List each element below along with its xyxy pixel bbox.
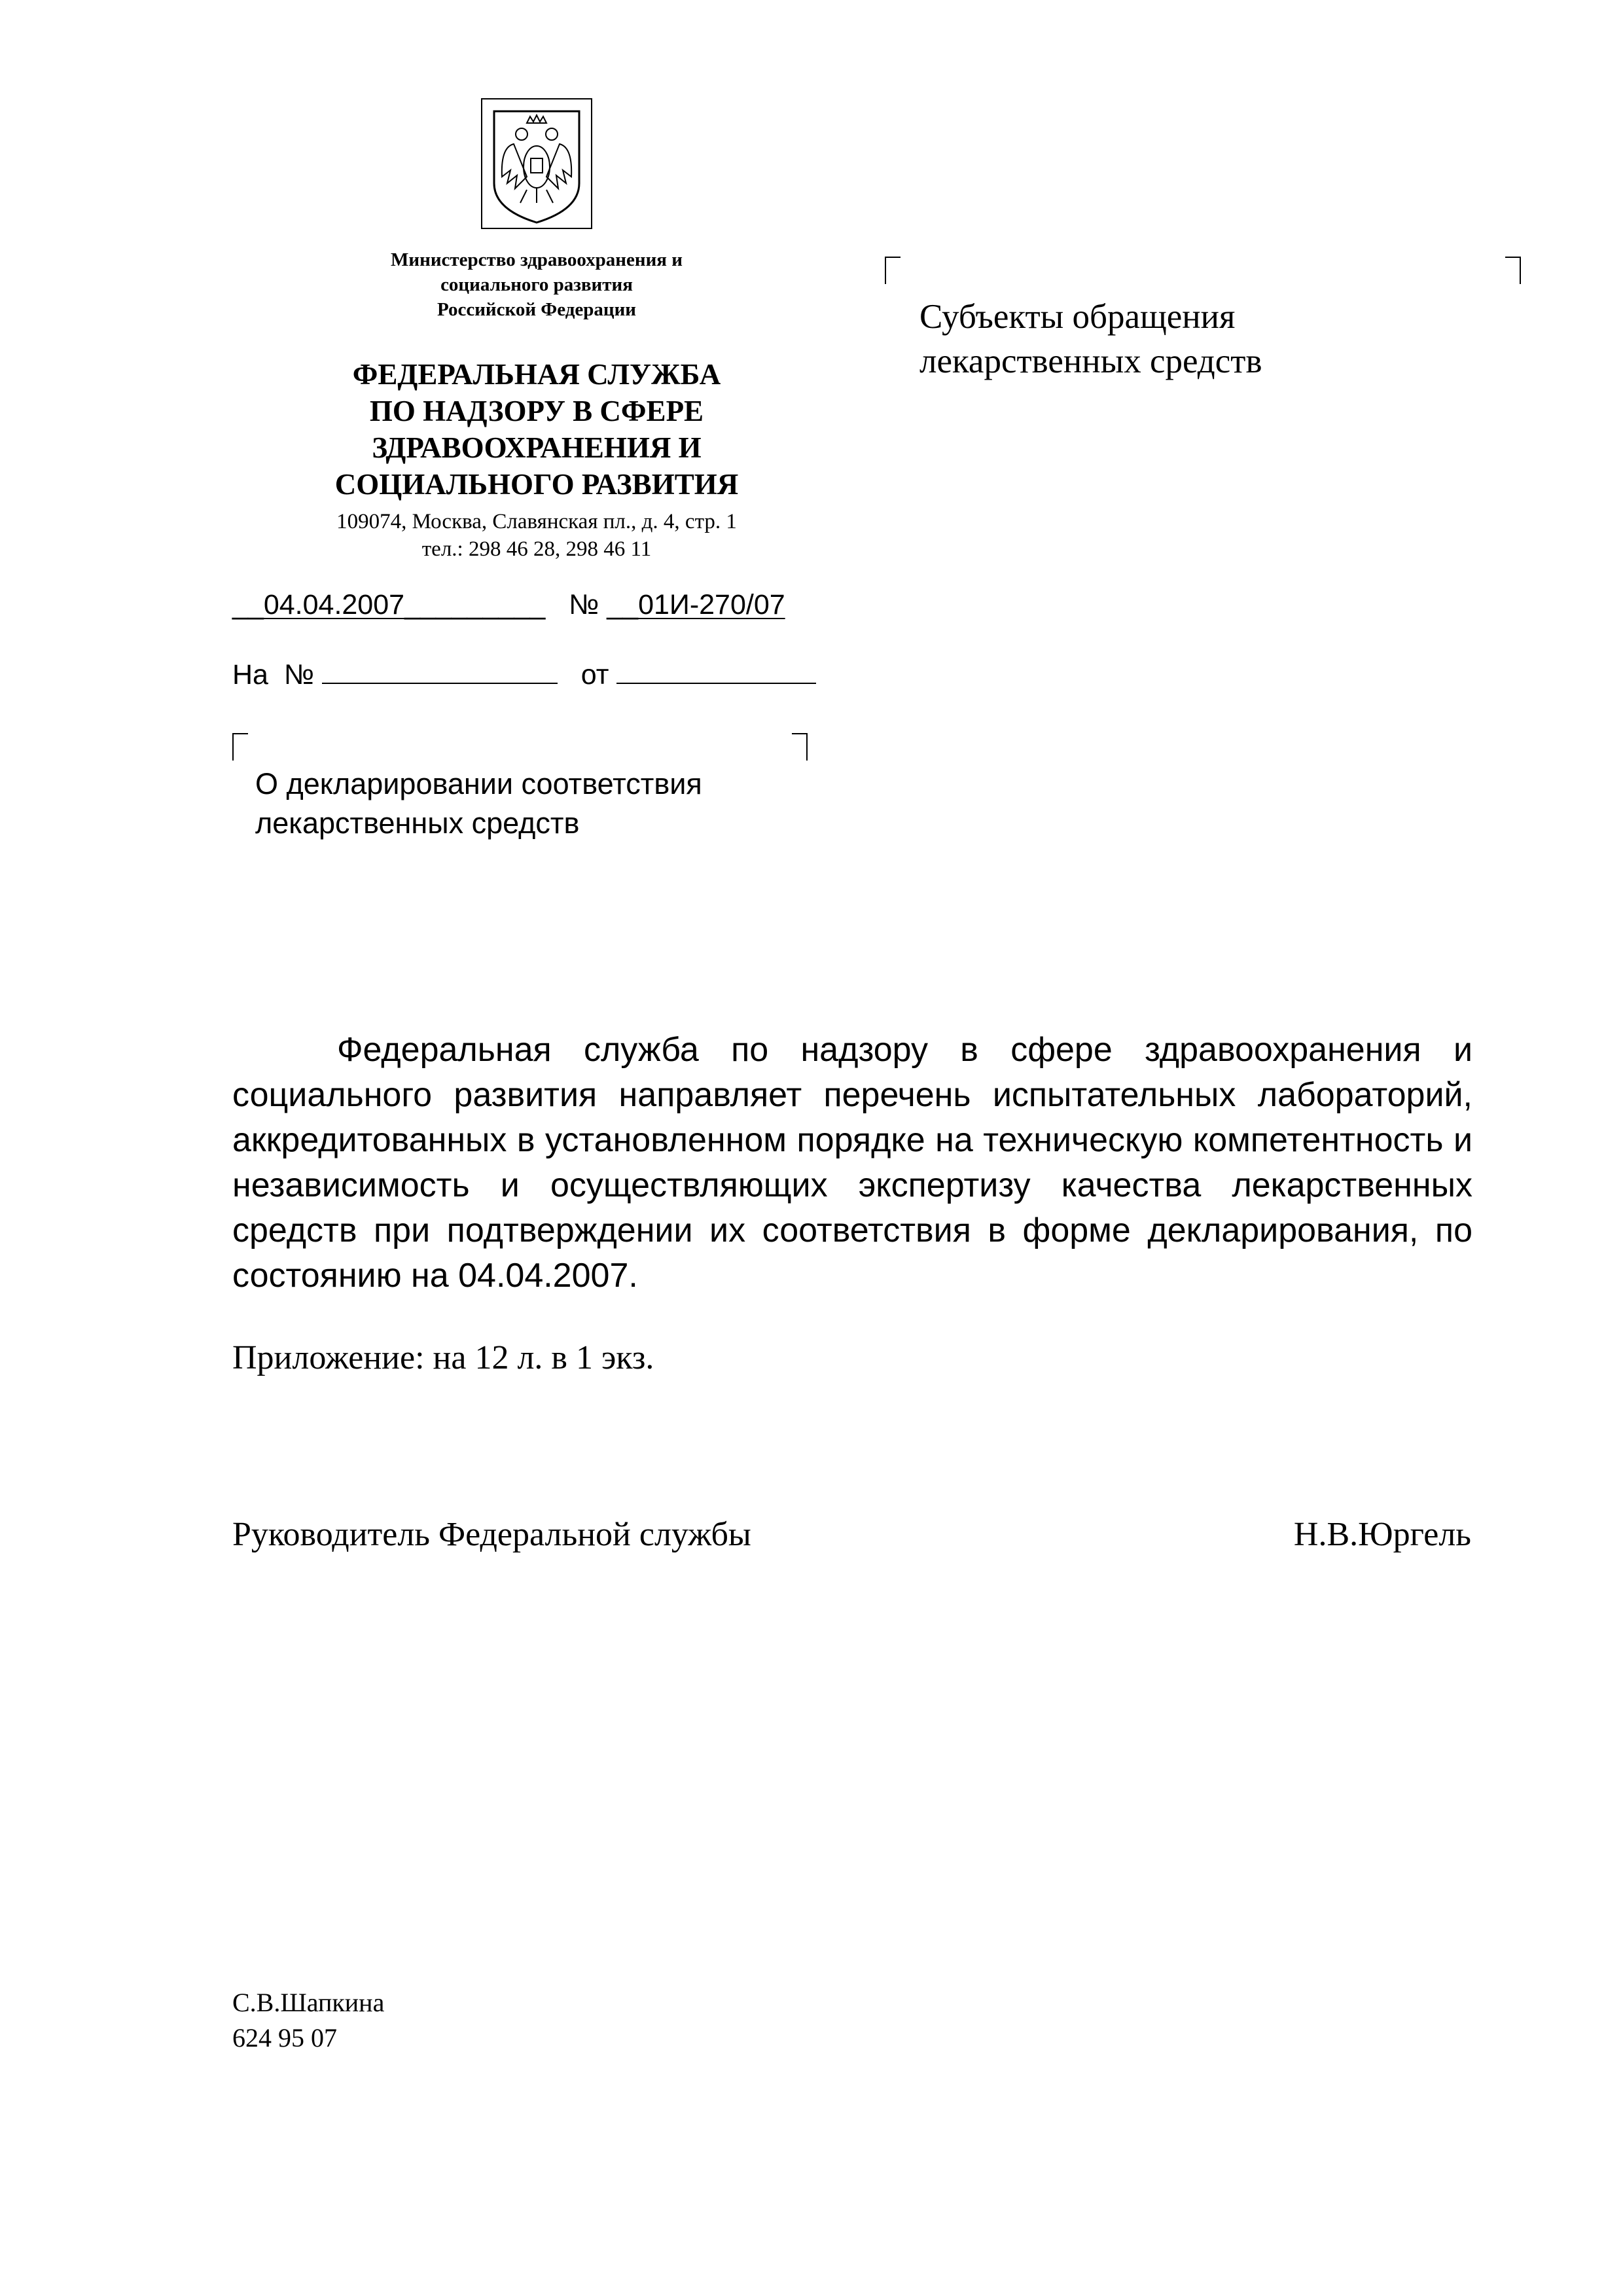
addressee-line: лекарственных средств [919, 342, 1262, 380]
subject-line: лекарственных средств [255, 806, 580, 840]
service-line: СОЦИАЛЬНОГО РАЗВИТИЯ [334, 468, 739, 501]
ministry-line: Российской Федерации [437, 299, 636, 320]
reply-to-label: На № [232, 659, 314, 691]
reply-to-line [232, 659, 816, 691]
ministry-line: социального развития [440, 274, 633, 295]
attachment-note: Приложение: на 12 л. в 1 экз. [232, 1339, 654, 1376]
letter-body: Федеральная служба по надзору в сфере здравоохранения и социального развития направляет перечень испытательных лабораторий, аккредитованных в установленном порядке на техническую компетентность и независимость и осуществляющих экспертизу качества лекарственных средств при подтверждении их соответствия в форме декларирования, по состоянию на 04.04.2007. [232, 1031, 1472, 1295]
date-underline: __04.04.2007_________ [232, 589, 546, 620]
reply-date-blank [616, 660, 816, 684]
service-name [275, 356, 798, 503]
phone-line: тел.: 298 46 28, 298 46 11 [421, 537, 652, 561]
subject-block [255, 764, 702, 843]
executor-block [232, 1985, 384, 2056]
number-underline: __01И-270/07 [607, 589, 785, 620]
number-sign: № [569, 589, 599, 620]
addressee-corner-right [1505, 257, 1521, 284]
registration-line [232, 589, 785, 621]
service-line: ПО НАДЗОРУ В СФЕРЕ [369, 395, 704, 427]
subject-corner-right [792, 733, 808, 761]
registration-date: 04.04.2007 [263, 589, 405, 620]
address-line: 109074, Москва, Славянская пл., д. 4, стр. 1 [336, 510, 737, 533]
service-line: ФЕДЕРАЛЬНАЯ СЛУЖБА [352, 358, 721, 391]
coat-of-arms-icon [481, 98, 592, 229]
ministry-line: Министерство здравоохранения и [391, 249, 683, 270]
service-line: ЗДРАВООХРАНЕНИЯ И [372, 431, 702, 464]
from-label: от [580, 659, 609, 691]
signatory-position: Руководитель Федеральной службы [232, 1516, 751, 1553]
addressee-line: Субъекты обращения [919, 298, 1236, 336]
subject-line: О декларировании соответствия [255, 767, 702, 800]
subject-corner-left [232, 733, 248, 761]
executor-phone: 624 95 07 [232, 2023, 337, 2053]
coat-of-arms-emblem [481, 98, 592, 229]
addressee-block [919, 295, 1262, 384]
reply-number-blank [322, 660, 558, 684]
registration-number: 01И-270/07 [638, 589, 785, 620]
ministry-name [301, 247, 772, 322]
service-address [275, 508, 798, 563]
addressee-corner-left [885, 257, 901, 284]
signatory-name: Н.В.Юргель [1293, 1516, 1471, 1553]
executor-name: С.В.Шапкина [232, 1988, 385, 2017]
